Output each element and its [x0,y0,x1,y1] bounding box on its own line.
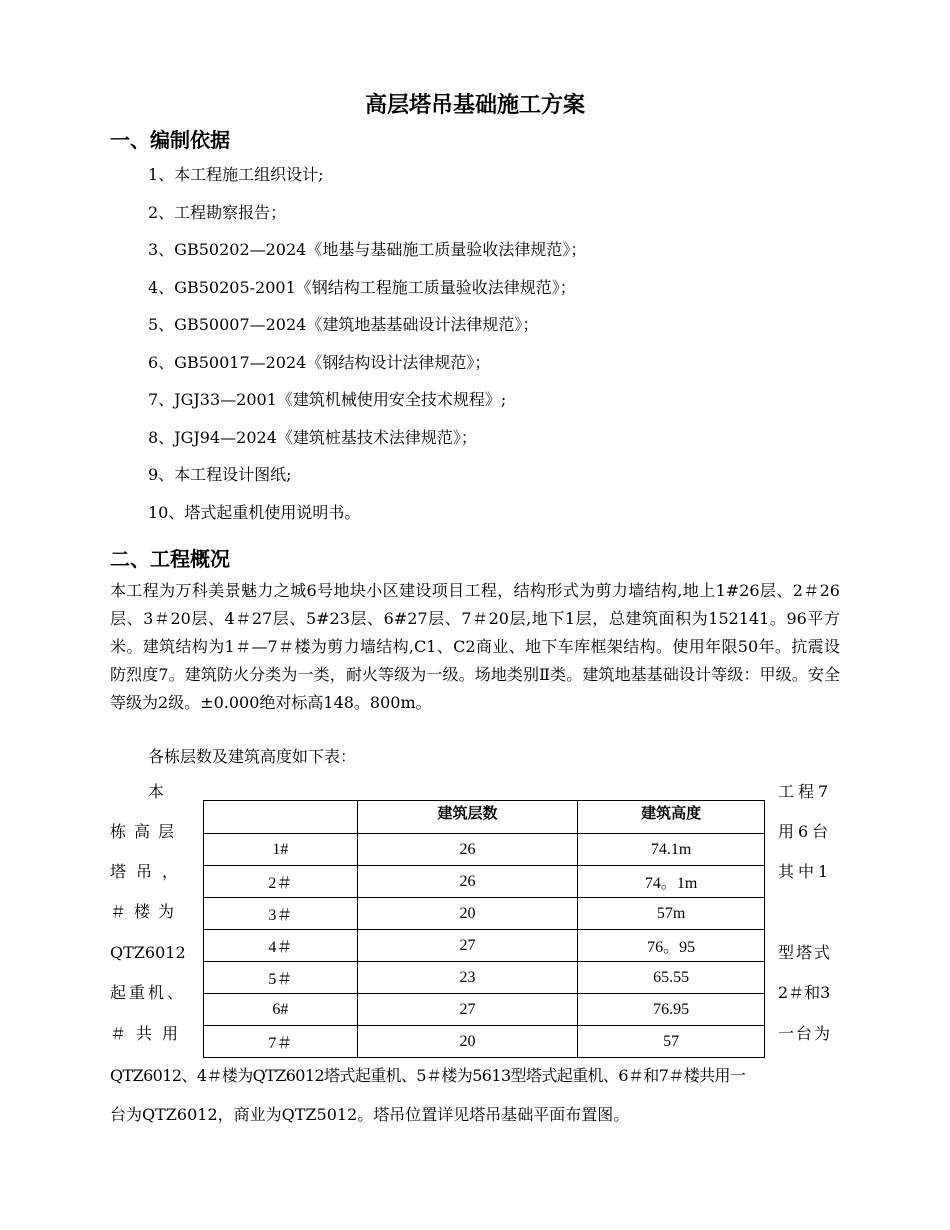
list-item: 6、GB50017—2024《钢结构设计法律规范》； [148,352,491,372]
wrap-line: 其中1 [778,862,833,881]
wrap-line [110,819,190,845]
table-cell: 26 [357,834,578,866]
list-item: 9、本工程设计图纸; [148,465,292,484]
table-row [204,898,765,930]
table-header-height: 建筑高度 [578,801,765,834]
table-cell: 23 [357,962,578,994]
table-row [204,962,765,994]
table-row [204,930,765,962]
table-cell: 5＃ [204,962,358,994]
table-header-row [204,801,765,834]
table-cell: 20 [357,898,578,930]
list-item: 1、本工程施工组织设计; [148,165,324,184]
table-cell: 27 [357,930,578,962]
list-item: 7、JGJ33—2001《建筑机械使用安全技术规程》; [148,390,507,409]
list-item: 8、JGJ94—2024《建筑桩基技术法律规范》； [148,427,477,447]
table-cell: 26 [357,866,578,898]
list-item: 2、工程勘察报告； [148,202,287,222]
table-intro: 各栋层数及建筑高度如下表： [148,747,357,766]
page-title: 高层塔吊基础施工方案 [364,92,585,118]
table-cell: 6# [204,994,358,1026]
section-heading-overview: 二、工程概况 [110,547,230,571]
wrap-line: 本 [148,782,165,801]
table-cell: 27 [357,994,578,1026]
table-cell: 4＃ [204,930,358,962]
table-cell: 74.1m [578,834,765,866]
list-item: 5、GB50007—2024《建筑地基基础设计法律规范》； [148,315,539,334]
table-row [204,994,765,1026]
wrap-line: 2＃和3 [778,983,831,1002]
table-cell: 7＃ [204,1026,358,1058]
list-item: 4、GB50205-2001《钢结构工程施工质量验收法律规范》； [148,277,576,297]
wrap-line: QTZ6012 [110,943,186,962]
table-cell: 1# [204,834,358,866]
wrap-line: 工程7 [778,782,833,801]
table-cell: 65.55 [578,962,765,994]
wrap-line: ＃楼为 [110,902,183,921]
wrap-text: 栋高层 [110,822,183,841]
table-cell: 2＃ [204,866,358,898]
overview-paragraph: 本工程为万科美景魅力之城6号地块小区建设项目工程，结构形式为剪力墙结构,地上1#26层、2＃26层、3＃20层、4＃27层、5#23层、6#27层、7＃20层,地下1层，总建筑面积为152141。96平方米。建筑结构为1＃—7＃楼为剪力墙结构,C1、C2商业、地下车库框架结构。使用年限50年。抗震设防烈度7。建筑防火分类为一类，耐火等级为一级。场地类别Ⅱ类。建筑地基基础设计等级：甲级。安全等级为2级。±0.000绝对标高148。800m。 [110,581,840,712]
table-row [204,834,765,866]
basis-list [148,162,586,537]
table-header-cell [204,801,358,834]
tail-line: QTZ6012、4＃楼为QTZ6012塔式起重机、5＃楼为5613型塔式起重机、6＃和7＃楼共用一 [110,1066,746,1085]
table-header-floors: 建筑层数 [357,801,578,834]
table-cell: 74。1m [578,866,765,898]
table-cell: 3＃ [204,898,358,930]
table-row [204,1026,765,1058]
table-cell: 57 [578,1026,765,1058]
tail-line: 台为QTZ6012，商业为QTZ5012。塔吊位置详见塔吊基础平面布置图。 [110,1105,630,1124]
wrap-line: 一台为 [778,1024,833,1043]
table-row [204,866,765,898]
table-cell: 20 [357,1026,578,1058]
list-item: 3、GB50202—2024《地基与基础施工质量验收法律规范》； [148,240,587,259]
table-cell: 76。95 [578,930,765,962]
table-cell: 76.95 [578,994,765,1026]
wrap-line: 用6台 [778,822,833,841]
table-cell: 57m [578,898,765,930]
wrap-line: 塔吊， [110,862,189,881]
wrap-line: 型塔式 [778,943,833,962]
wrap-line: ＃共用 [110,1024,189,1043]
floors-table [203,800,765,1058]
section-heading-basis: 一、编制依据 [110,128,230,152]
wrap-line: 起重机、 [110,983,187,1002]
list-item: 10、塔式起重机使用说明书。 [148,502,361,522]
